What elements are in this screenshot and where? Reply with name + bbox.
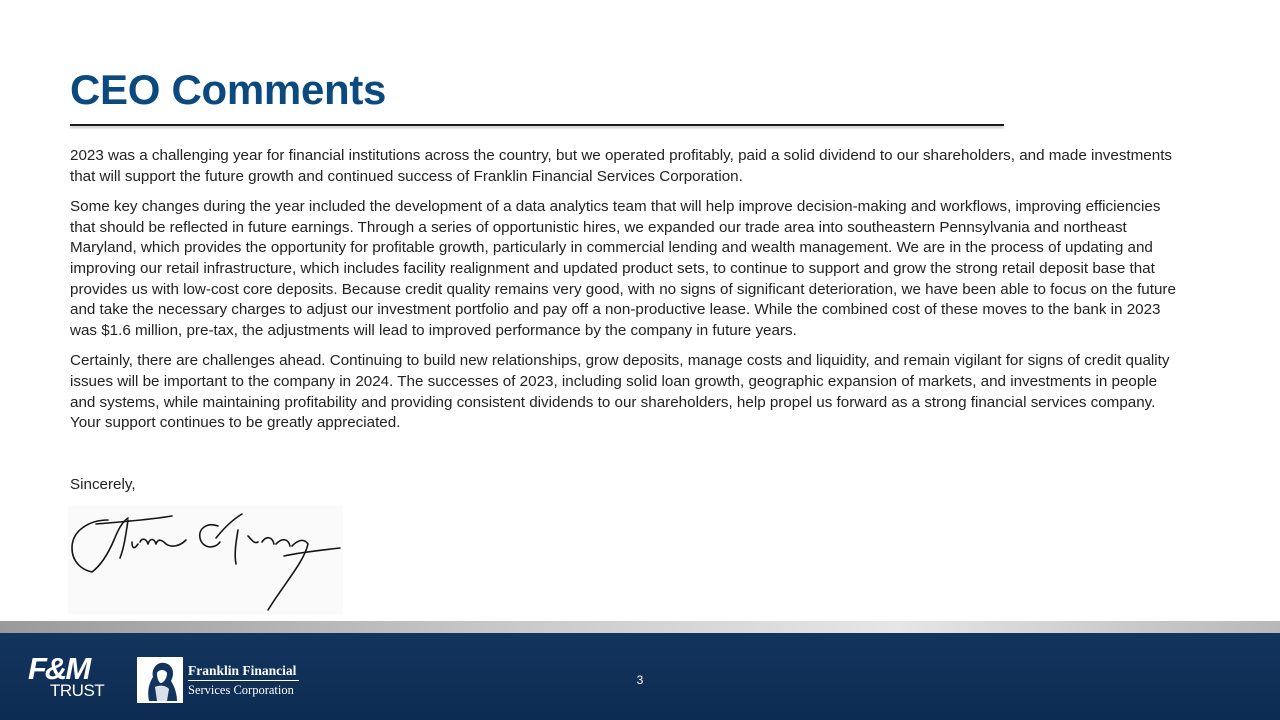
franklin-portrait-icon	[137, 657, 183, 703]
title-divider	[70, 124, 1004, 126]
fm-trust-logo-mark: F&M	[28, 651, 90, 686]
page-title: CEO Comments	[70, 66, 387, 113]
footer-gradient-band	[0, 621, 1280, 633]
fm-trust-logo-subtitle: TRUST	[50, 681, 105, 700]
page-number: 3	[636, 673, 644, 687]
paragraph-1: 2023 was a challenging year for financial institutions across the country, but we operated profitably, paid a solid dividend to our shareholders, and made investments that will support the future growth and continued success of Franklin Financial Services Corporation.	[70, 147, 1173, 185]
franklin-financial-logo	[137, 657, 307, 703]
franklin-financial-logo-rule	[188, 680, 299, 681]
franklin-financial-logo-name: Franklin Financial	[188, 663, 297, 678]
fm-trust-logo	[26, 651, 112, 703]
signature	[68, 506, 343, 614]
paragraph-3: Certainly, there are challenges ahead. Continuing to build new relationships, grow deposits, manage costs and liquidity, and remain vigilant for signs of credit quality issues will be important to the company in 2024. The successes of 2023, including solid loan growth, geographic expansion of markets, and investments in people and systems, while maintaining profitability and providing consistent dividends to our shareholders, help propel us forward as a strong financial services company. Your support continues to be greatly appreciated.	[70, 352, 1170, 432]
paragraph-2: Some key changes during the year included the development of a data analytics team that will help improve decision-making and workflows, improving efficiencies that should be reflected in future earnings. Through a series of opportunistic hires, we expanded our trade area into southeastern Pennsylvania and northeast Maryland, which provides the opportunity for profitable growth, particularly in commercial lending and wealth management. We are in the process of updating and improving our retail infrastructure, which includes facility realignment and updated product sets, to continue to support and grow the strong retail deposit base that provides us with low-cost core deposits. Because credit quality remains very good, with no signs of significant deterioration, we have been able to focus on the future and take the necessary charges to adjust our investment portfolio and pay off a non-productive lease. While the combined cost of these moves to the bank in 2023 was $1.6 million, pre-tax, the adjustments will lead to improved performance by the company in future years.	[70, 198, 1176, 339]
franklin-financial-logo-subtitle: Services Corporation	[188, 683, 294, 697]
letter-body	[70, 146, 1180, 444]
signature-drawing	[68, 506, 343, 614]
footer	[0, 633, 1280, 720]
closing-salutation: Sincerely,	[70, 476, 136, 493]
